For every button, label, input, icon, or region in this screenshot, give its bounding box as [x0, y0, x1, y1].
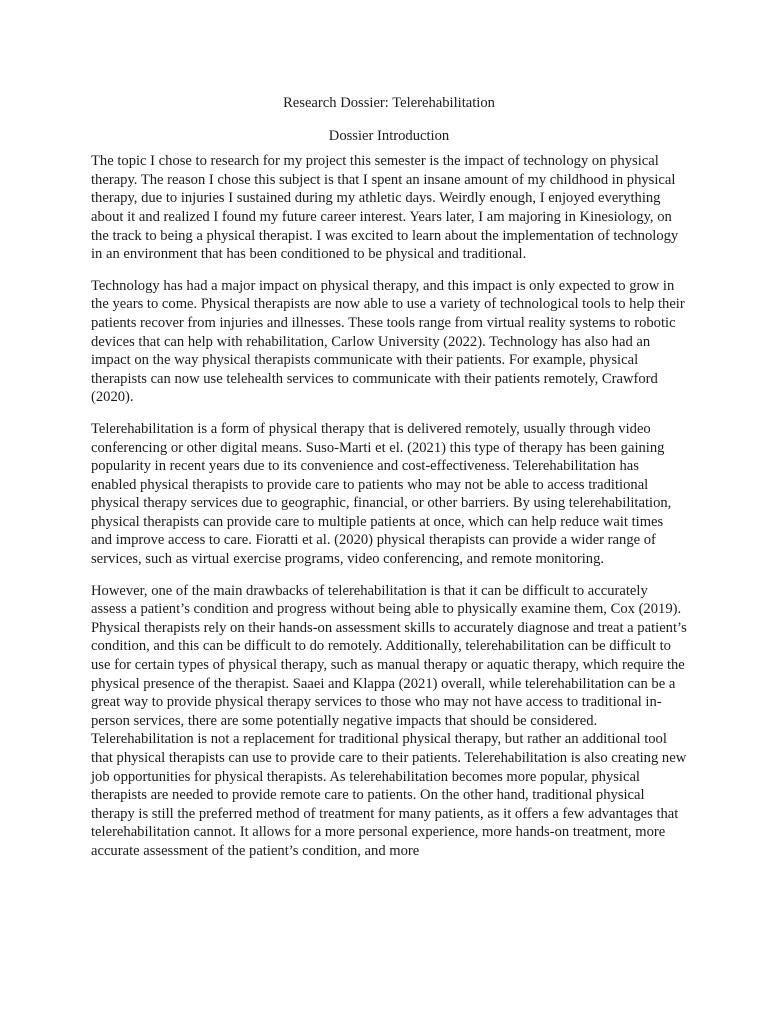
document-title: Research Dossier: Telerehabilitation: [283, 95, 495, 111]
paragraph-introduction: The topic I chose to research for my project this semester is the impact of technology on physical therapy. The reason I chose this subject is that I spent an insane amount of my childhood in physical therapy, due to injuries I sustained during my athletic days. Weirdly enough, I enjoyed everything about it and realized I found my future career interest. Years later, I am majoring in Kinesiology, on the track to being a physical therapist. I was excited to learn about the implementation of technology in an environment that has been conditioned to be physical and traditional.: [91, 153, 679, 263]
paragraph-drawbacks: However, one of the main drawbacks of telerehabilitation is that it can be difficult to accurately assess a patient’s condition and progress without being able to physically examine them, Cox (2019). Physical therapists rely on their hands-on assessment skills to accurately diagnose and treat a patient’s condition, and this can be difficult to do remotely. Additionally, telerehabilitation can be difficult to use for certain types of physical therapy, such as manual therapy or aquatic therapy, which require the physical presence of the therapist. Saaei and Klappa (2021) overall, while telerehabilitation can be a great way to provide physical therapy services to those who may not have access to traditional in-person services, there are some potentially negative impacts that should be considered.: [91, 582, 687, 729]
paragraph-additional-tool: Telerehabilitation is not a replacement for traditional physical therapy, but rather an additional tool that physical therapists can use to provide care to their patients. Telerehabilitation is also creating new job opportunities for physical therapists. As telerehabilitation becomes more popular, physical therapists are needed to provide remote care to patients. On the other hand, traditional physical therapy is still the preferred method of treatment for many patients, as it offers a few advantages that telerehabilitation cannot. It allows for a more personal experience, more hands-on treatment, more accurate assessment of the patient’s condition, and more: [91, 731, 687, 859]
paragraph-telerehabilitation-definition: Telerehabilitation is a form of physical therapy that is delivered remotely, usually through video conferencing or other digital means. Suso-Marti et el. (2021) this type of therapy has been gaining popularity in recent years due to its convenience and cost-effectiveness. Telerehabilitation has enabled physical therapists to provide care to patients who may not be able to access traditional physical therapy services due to geographic, financial, or other barriers. By using telerehabilitation, physical therapists can provide care to multiple patients at once, which can help reduce wait times and improve access to care. Fioratti et al. (2020) physical therapists can provide a wider range of services, such as virtual exercise programs, video conferencing, and remote monitoring.: [91, 420, 672, 568]
section-heading: Dossier Introduction: [328, 127, 450, 144]
document-body: [91, 94, 687, 861]
paragraph-technology-impact: Technology has had a major impact on physical therapy, and this impact is only expected to grow in the years to come. Physical therapists are now able to use a variety of technological tools to help their patients recover from injuries and illnesses. These tools range from virtual reality systems to robotic devices that can help with rehabilitation, Carlow University (2022). Technology has also had an impact on the way physical therapists communicate with their patients. For example, physical therapists can now use telehealth services to communicate with their patients remotely, Crawford (2020).: [91, 277, 685, 406]
